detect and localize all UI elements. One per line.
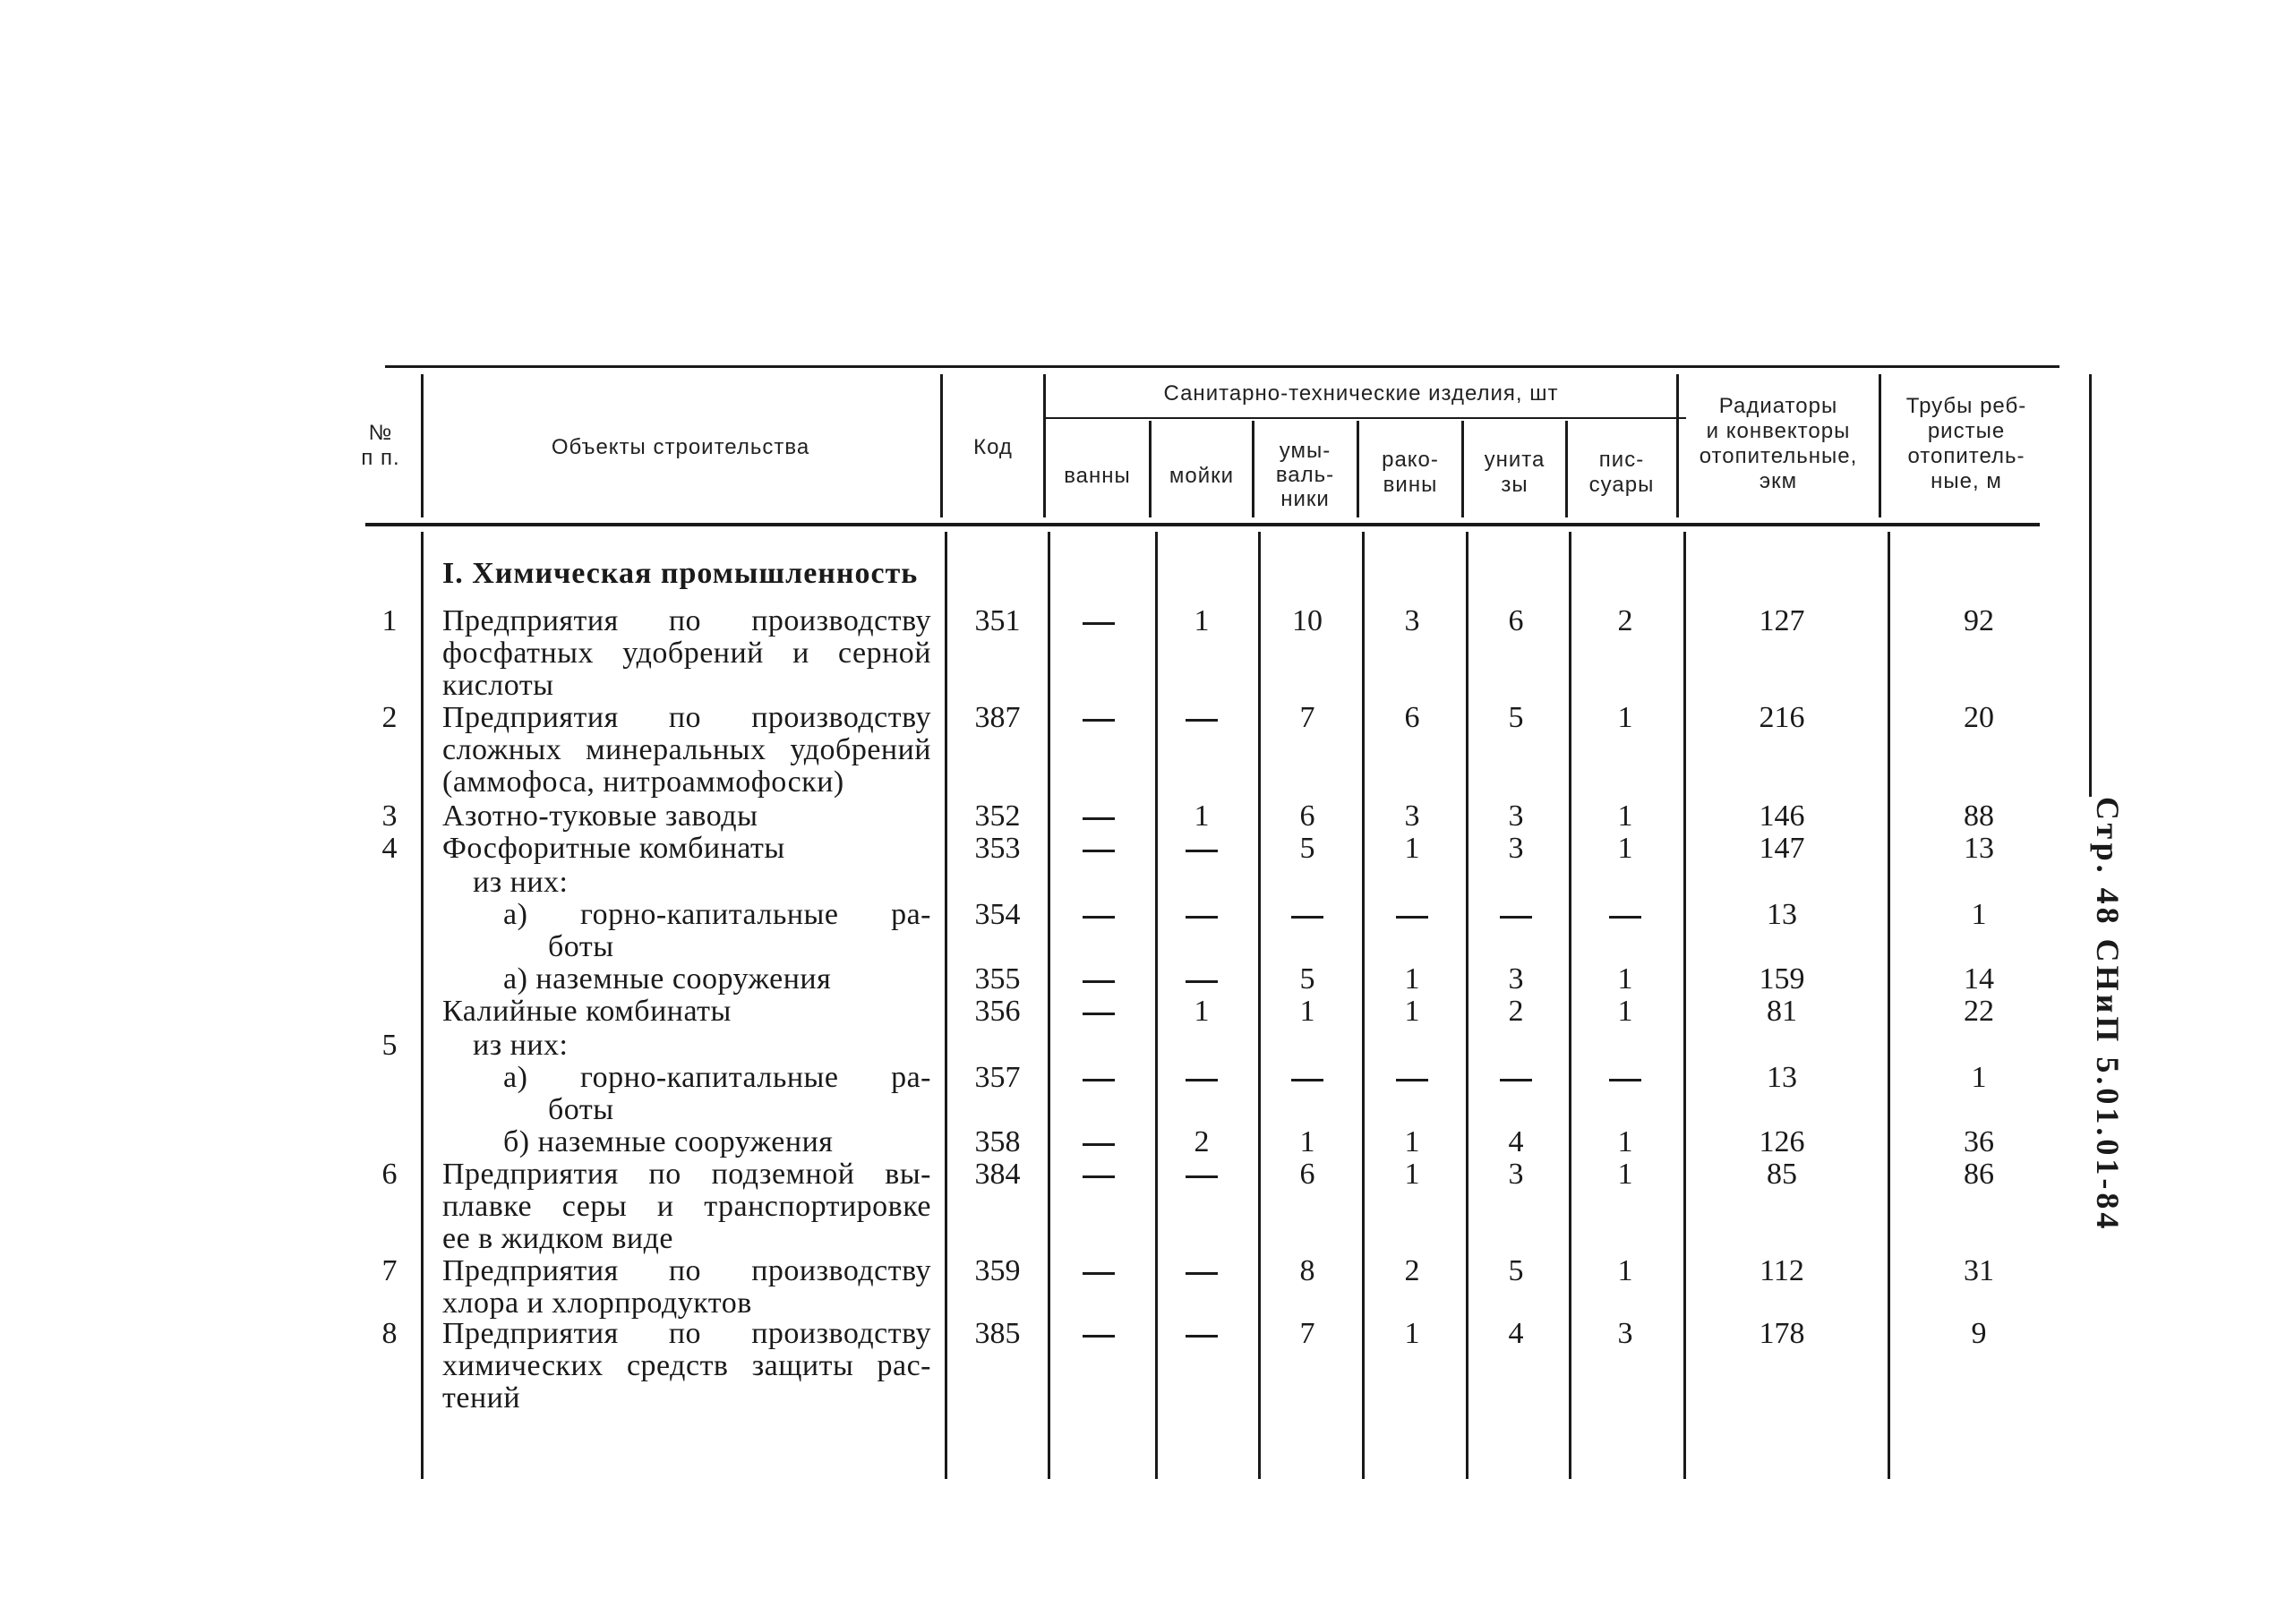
cell-value: 3 — [1617, 1317, 1633, 1350]
row-code: 384 — [974, 1158, 1021, 1191]
group-rule — [1046, 417, 1686, 419]
row-number: 4 — [381, 832, 398, 865]
row-number: 1 — [381, 604, 398, 637]
cell-value: 7 — [1299, 1317, 1315, 1350]
cell-value: 1 — [1617, 1254, 1633, 1287]
header-urinals: пис- суары — [1588, 448, 1655, 497]
header-code: Код — [973, 435, 1013, 459]
dash-mark — [1609, 1079, 1641, 1081]
cell-value: 178 — [1759, 1317, 1805, 1350]
cell-value: 1 — [1404, 995, 1420, 1028]
cell-value: 5 — [1299, 962, 1315, 996]
dash-mark — [1083, 1143, 1115, 1146]
body-rule — [1888, 532, 1890, 1479]
dash-mark — [1083, 622, 1115, 625]
cell-value: 1 — [1404, 832, 1420, 865]
cell-value: 86 — [1964, 1158, 1994, 1191]
page-label: Стр. 48 СНиП 5.01.01-84 — [2090, 797, 2126, 1233]
dash-mark — [1083, 980, 1115, 983]
object-name-line: боты — [548, 930, 614, 963]
object-name-line: хлора и хлорпродуктов — [442, 1286, 752, 1320]
object-name-line: Азотно-туковые заводы — [442, 799, 758, 833]
dash-mark — [1396, 1079, 1428, 1081]
row-number: 6 — [381, 1158, 398, 1191]
cell-value: 6 — [1404, 701, 1420, 734]
dash-mark — [1396, 916, 1428, 919]
cell-value: 22 — [1964, 995, 1994, 1028]
section-title: I. Химическая промышленность — [442, 557, 919, 590]
cell-value: 1 — [1617, 1158, 1633, 1191]
row-code: 358 — [974, 1125, 1021, 1158]
cell-value: 1 — [1404, 1158, 1420, 1191]
cell-value: 85 — [1767, 1158, 1797, 1191]
table-top-rule — [385, 365, 2059, 368]
object-name-line: химических средств защиты рас- — [442, 1349, 931, 1382]
dash-mark — [1083, 817, 1115, 820]
object-name-line: Калийные комбинаты — [442, 995, 732, 1028]
row-code: 359 — [974, 1254, 1021, 1287]
object-name-line: кислоты — [442, 669, 554, 702]
cell-value: 6 — [1508, 604, 1524, 637]
cell-value: 1 — [1194, 604, 1210, 637]
cell-value: 1 — [1299, 995, 1315, 1028]
cell-value: 31 — [1964, 1254, 1994, 1287]
cell-value: 1 — [1194, 995, 1210, 1028]
object-name-line: Предприятия по подземной вы- — [442, 1158, 931, 1191]
header-washbasins: умы- валь- ники — [1275, 439, 1335, 511]
dash-mark — [1186, 916, 1218, 919]
object-name-line: плавке серы и транспортировке — [442, 1190, 931, 1223]
cell-value: 6 — [1299, 799, 1315, 833]
cell-value: 3 — [1508, 799, 1524, 833]
object-name-line: (аммофоса, нитроаммофоски) — [442, 765, 844, 799]
body-rule — [1569, 532, 1571, 1479]
cell-value: 1 — [1971, 1061, 1987, 1094]
cell-value: 147 — [1759, 832, 1805, 865]
dash-mark — [1500, 916, 1532, 919]
page-label-rule — [2089, 374, 2092, 797]
dash-mark — [1186, 1079, 1218, 1081]
hdr-rule — [421, 374, 424, 517]
dash-mark — [1186, 850, 1218, 852]
row-number: 8 — [381, 1317, 398, 1350]
object-name-line: Предприятия по производству — [442, 1254, 931, 1287]
object-name-line: боты — [548, 1093, 614, 1126]
cell-value: 20 — [1964, 701, 1994, 734]
cell-value: 81 — [1767, 995, 1797, 1028]
row-number: 7 — [381, 1254, 398, 1287]
cell-value: 5 — [1508, 701, 1524, 734]
dash-mark — [1083, 916, 1115, 919]
header-pipes: Трубы реб- ристые отопитель- ные, м — [1905, 394, 2027, 493]
cell-value: 2 — [1617, 604, 1633, 637]
cell-value: 2 — [1404, 1254, 1420, 1287]
body-rule — [1048, 532, 1050, 1479]
row-number: 2 — [381, 701, 398, 734]
row-code: 387 — [974, 701, 1021, 734]
object-name-line: ее в жидком виде — [442, 1222, 674, 1255]
cell-value: 8 — [1299, 1254, 1315, 1287]
cell-value: 159 — [1759, 962, 1805, 996]
cell-value: 9 — [1971, 1317, 1987, 1350]
object-name-line: тений — [442, 1381, 521, 1415]
row-code: 352 — [974, 799, 1021, 833]
object-name-line: из них: — [473, 866, 569, 899]
cell-value: 216 — [1759, 701, 1805, 734]
cell-value: 1 — [1404, 962, 1420, 996]
dash-mark — [1500, 1079, 1532, 1081]
dash-mark — [1609, 916, 1641, 919]
cell-value: 5 — [1299, 832, 1315, 865]
row-code: 385 — [974, 1317, 1021, 1350]
header-basins: рако- вины — [1382, 448, 1439, 497]
header-num: № п п. — [361, 421, 400, 470]
cell-value: 5 — [1508, 1254, 1524, 1287]
cell-value: 36 — [1964, 1125, 1994, 1158]
cell-value: 3 — [1508, 1158, 1524, 1191]
dash-mark — [1186, 1335, 1218, 1338]
row-number: 3 — [381, 799, 398, 833]
cell-value: 3 — [1508, 962, 1524, 996]
cell-value: 1 — [1299, 1125, 1315, 1158]
dash-mark — [1291, 916, 1323, 919]
object-name-line: Фосфоритные комбинаты — [442, 832, 785, 865]
row-code: 354 — [974, 898, 1021, 931]
body-rule — [945, 532, 947, 1479]
row-code: 355 — [974, 962, 1021, 996]
cell-value: 1 — [1404, 1317, 1420, 1350]
cell-value: 4 — [1508, 1125, 1524, 1158]
hdr-rule — [1043, 374, 1046, 517]
object-name-line: из них: — [473, 1029, 569, 1062]
cell-value: 1 — [1617, 701, 1633, 734]
cell-value: 1 — [1617, 1125, 1633, 1158]
cell-value: 14 — [1964, 962, 1994, 996]
cell-value: 10 — [1292, 604, 1323, 637]
cell-value: 3 — [1508, 832, 1524, 865]
row-code: 356 — [974, 995, 1021, 1028]
header-sanitary: Санитарно-технические изделия, шт — [1163, 381, 1559, 406]
object-name-line: Предприятия по производству — [442, 1317, 931, 1350]
body-rule — [1683, 532, 1686, 1479]
cell-value: 3 — [1404, 604, 1420, 637]
cell-value: 1 — [1617, 799, 1633, 833]
dash-mark — [1186, 980, 1218, 983]
object-name-line: а) наземные сооружения — [503, 962, 832, 996]
object-name-line: сложных минеральных удобрений — [442, 733, 931, 766]
cell-value: 1 — [1617, 995, 1633, 1028]
cell-value: 88 — [1964, 799, 1994, 833]
object-name-line: Предприятия по производству — [442, 604, 931, 637]
dash-mark — [1083, 719, 1115, 722]
cell-value: 13 — [1767, 898, 1797, 931]
cell-value: 1 — [1194, 799, 1210, 833]
header-toilets: унита зы — [1484, 448, 1545, 497]
dash-mark — [1186, 1272, 1218, 1275]
row-code: 353 — [974, 832, 1021, 865]
cell-value: 127 — [1759, 604, 1805, 637]
cell-value: 2 — [1508, 995, 1524, 1028]
cell-value: 7 — [1299, 701, 1315, 734]
cell-value: 3 — [1404, 799, 1420, 833]
cell-value: 1 — [1617, 962, 1633, 996]
dash-mark — [1083, 1175, 1115, 1178]
cell-value: 146 — [1759, 799, 1805, 833]
header-sinks: мойки — [1169, 464, 1235, 488]
cell-value: 13 — [1767, 1061, 1797, 1094]
header-baths: ванны — [1064, 464, 1131, 488]
object-name-line: а) горно-капитальные ра- — [503, 898, 931, 931]
dash-mark — [1083, 1013, 1115, 1015]
cell-value: 13 — [1964, 832, 1994, 865]
cell-value: 126 — [1759, 1125, 1805, 1158]
dash-mark — [1083, 1079, 1115, 1081]
dash-mark — [1291, 1079, 1323, 1081]
cell-value: 92 — [1964, 604, 1994, 637]
dash-mark — [1186, 1175, 1218, 1178]
body-rule — [421, 532, 424, 1479]
dash-mark — [1083, 1335, 1115, 1338]
cell-value: 1 — [1617, 832, 1633, 865]
cell-value: 112 — [1760, 1254, 1804, 1287]
cell-value: 2 — [1194, 1125, 1210, 1158]
header-radiators: Радиаторы и конвекторы отопительные, экм — [1699, 394, 1858, 493]
header-bottom-rule — [365, 523, 2040, 526]
row-code: 351 — [974, 604, 1021, 637]
cell-value: 1 — [1971, 898, 1987, 931]
row-code: 357 — [974, 1061, 1021, 1094]
cell-value: 4 — [1508, 1317, 1524, 1350]
object-name-line: Предприятия по производству — [442, 701, 931, 734]
dash-mark — [1083, 850, 1115, 852]
object-name-line: б) наземные сооружения — [503, 1125, 834, 1158]
cell-value: 1 — [1404, 1125, 1420, 1158]
header-objects: Объекты строительства — [551, 435, 810, 459]
cell-value: 6 — [1299, 1158, 1315, 1191]
dash-mark — [1186, 719, 1218, 722]
dash-mark — [1083, 1272, 1115, 1275]
row-number: 5 — [381, 1029, 398, 1062]
object-name-line: а) горно-капитальные ра- — [503, 1061, 931, 1094]
object-name-line: фосфатных удобрений и серной — [442, 637, 931, 670]
hdr-rule — [940, 374, 943, 517]
